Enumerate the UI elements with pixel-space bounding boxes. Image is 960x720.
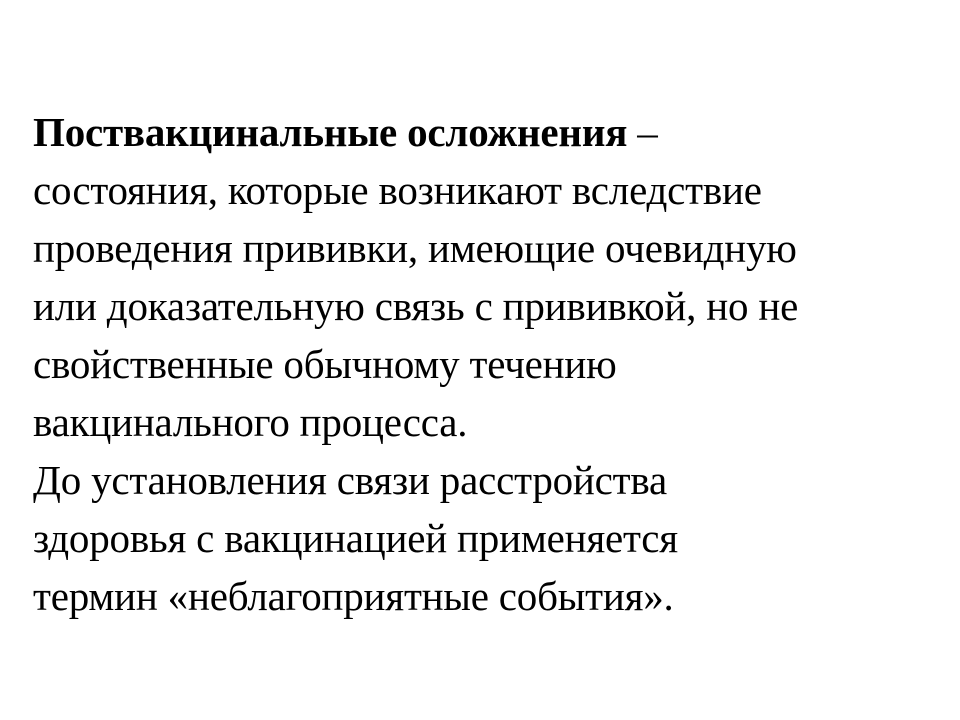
definition-line: или доказательную связь с прививкой, но не bbox=[33, 283, 799, 329]
definition-line: проведения прививки, имеющие очевидную bbox=[33, 225, 797, 271]
definition-line: вакцинального процесса. bbox=[33, 399, 468, 445]
definition-term: Поствакцинальные осложнения bbox=[33, 109, 628, 155]
note-line: термин «неблагоприятные события». bbox=[33, 573, 674, 619]
definition-dash: – bbox=[627, 109, 658, 155]
definition-heading-line bbox=[33, 103, 948, 161]
note-line: здоровья с вакцинацией применяется bbox=[33, 515, 678, 561]
slide-text-block bbox=[33, 103, 948, 625]
definition-line: состояния, которые возникают вследствие bbox=[33, 167, 762, 213]
note-line: До установления связи расстройства bbox=[33, 457, 667, 503]
definition-line: свойственные обычному течению bbox=[33, 341, 617, 387]
